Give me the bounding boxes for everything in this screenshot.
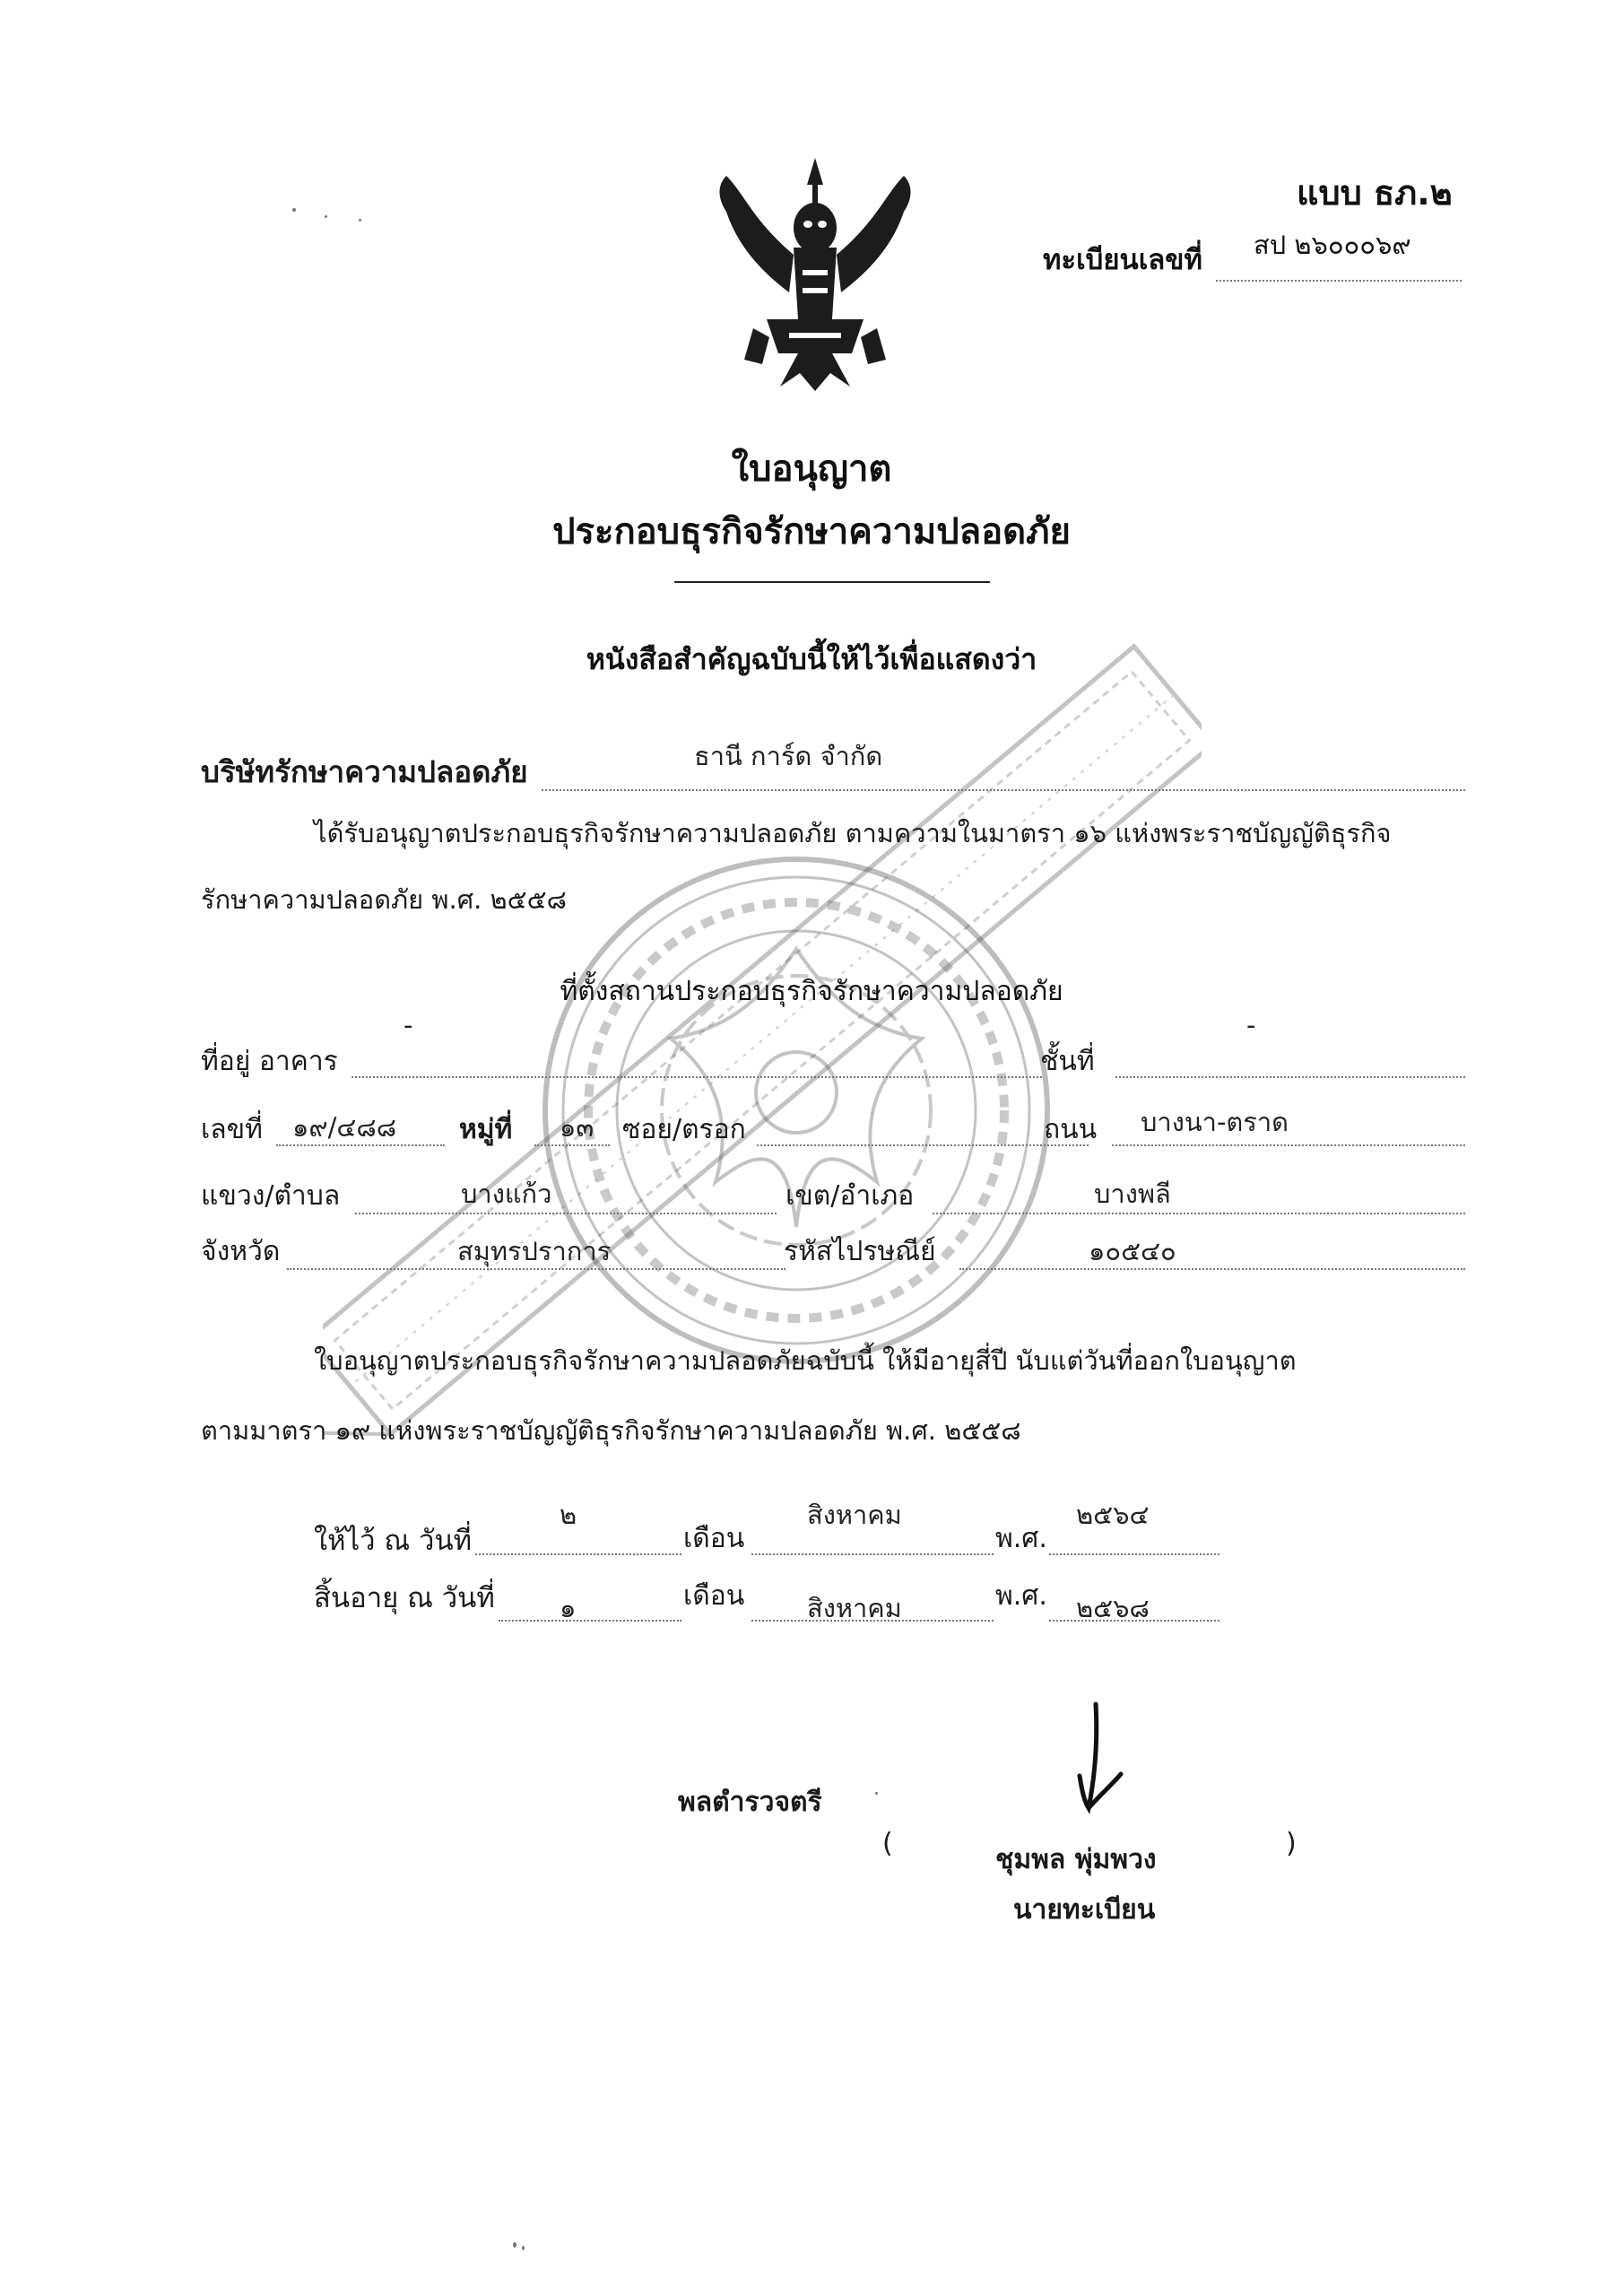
postal-label: รหัสไปรษณีย์ [784, 1236, 936, 1267]
postal-dotline [959, 1268, 1465, 1270]
expires-day-dotline [499, 1620, 681, 1622]
scan-speck [325, 215, 327, 218]
signer-close-paren: ) [1286, 1828, 1297, 1859]
floor-label: ชั้นที่ [1040, 1046, 1095, 1077]
location-heading: ที่ตั้งสถานประกอบธุรกิจรักษาความปลอดภัย [560, 976, 1063, 1007]
district-dotline [933, 1213, 1465, 1214]
expires-month-label: เดือน [683, 1580, 745, 1612]
floor-value: - [1246, 1010, 1256, 1040]
building-label: ที่อยู่ อาคาร [201, 1046, 338, 1077]
scan-speck [875, 1792, 878, 1795]
district-label: เขต/อำเภอ [785, 1180, 915, 1212]
registration-number: สป ๒๖๐๐๐๖๙ [1254, 230, 1411, 260]
para1-line1: ได้รับอนุญาตประกอบธุรกิจรักษาความปลอดภัย ตามความในมาตรา ๑๖ แห่งพระราชบัญญัติธุรกิจ [314, 818, 1392, 848]
moo-value: ๑๓ [560, 1112, 595, 1143]
company-name: ธานี การ์ด จำกัด [694, 741, 883, 771]
registration-label: ทะเบียนเลขที่ [1043, 244, 1202, 276]
expires-month-dotline [751, 1620, 994, 1622]
expires-year-label: พ.ศ. [995, 1580, 1047, 1612]
subdistrict-value: บางแก้ว [461, 1178, 552, 1209]
number-dotline [276, 1144, 445, 1146]
issued-month-dotline [751, 1553, 994, 1555]
subdistrict-dotline [355, 1213, 777, 1214]
number-value: ๑๙/๔๘๘ [292, 1112, 397, 1143]
company-dotline [542, 789, 1465, 791]
signer-name: ชุมพล พุ่มพวง [995, 1844, 1157, 1875]
scan-speck [292, 208, 296, 212]
signer-open-paren: ( [882, 1828, 893, 1859]
floor-dotline [1115, 1076, 1465, 1078]
title-underline [674, 581, 990, 583]
expires-year-dotline [1049, 1620, 1219, 1622]
issued-month-label: เดือน [683, 1523, 745, 1554]
signer-position: นายทะเบียน [1013, 1894, 1156, 1926]
para1-line2: รักษาความปลอดภัย พ.ศ. ๒๕๕๘ [201, 884, 567, 915]
title-line1: ใบอนุญาต [731, 448, 892, 490]
scan-speck [522, 2246, 525, 2250]
issued-day: ๒ [560, 1500, 577, 1530]
soi-dotline [757, 1144, 1089, 1146]
building-value: - [404, 1010, 413, 1040]
number-label: เลขที่ [201, 1114, 263, 1145]
expires-label: สิ้นอายุ ณ วันที่ [314, 1582, 495, 1614]
issued-month: สิงหาคม [807, 1500, 902, 1530]
soi-label: ซอย/ตรอก [622, 1114, 746, 1145]
province-value: สมุทรปราการ [457, 1236, 612, 1266]
registration-dotline [1216, 280, 1462, 282]
signer-rank: พลตำรวจตรี [678, 1787, 822, 1818]
scan-speck [359, 219, 361, 222]
issued-year-label: พ.ศ. [995, 1523, 1047, 1554]
moo-label: หมู่ที่ [459, 1114, 513, 1145]
garuda-emblem [717, 158, 913, 391]
moo-dotline [534, 1144, 610, 1146]
para2-line2: ตามมาตรา ๑๙ แห่งพระราชบัญญัติธุรกิจรักษาความปลอดภัย พ.ศ. ๒๕๕๘ [201, 1415, 1021, 1446]
subdistrict-label: แขวง/ตำบล [201, 1180, 341, 1212]
signature-mark [1069, 1700, 1132, 1822]
issued-label: ให้ไว้ ณ วันที่ [314, 1525, 473, 1557]
road-dotline [1112, 1144, 1465, 1146]
district-value: บางพลี [1094, 1178, 1171, 1209]
issued-year-dotline [1049, 1553, 1219, 1555]
issued-year: ๒๕๖๔ [1076, 1500, 1150, 1530]
postal-value: ๑๐๕๔๐ [1089, 1236, 1176, 1266]
para2-line1: ใบอนุญาตประกอบธุรกิจรักษาความปลอดภัยฉบับนี้ ให้มีอายุสี่ปี นับแต่วันที่ออกใบอนุญาต [314, 1345, 1297, 1376]
form-code: แบบ ธภ.๒ [1297, 173, 1453, 213]
expires-day: ๑ [560, 1593, 577, 1623]
province-dotline [287, 1268, 785, 1270]
certify-text: หนังสือสำคัญฉบับนี้ให้ไว้เพื่อแสดงว่า [586, 642, 1037, 676]
expires-year: ๒๕๖๘ [1076, 1593, 1150, 1623]
issued-day-dotline [475, 1553, 681, 1555]
title-line2: ประกอบธุรกิจรักษาความปลอดภัย [552, 511, 1071, 552]
royal-seal-watermark [536, 850, 1056, 1370]
building-dotline [352, 1076, 1042, 1078]
road-value: บางนา-ตราด [1141, 1107, 1289, 1137]
scan-speck [513, 2242, 516, 2248]
road-label: ถนน [1044, 1114, 1098, 1145]
expires-month: สิงหาคม [807, 1593, 902, 1623]
province-label: จังหวัด [201, 1236, 281, 1267]
company-label: บริษัทรักษาความปลอดภัย [201, 754, 528, 789]
